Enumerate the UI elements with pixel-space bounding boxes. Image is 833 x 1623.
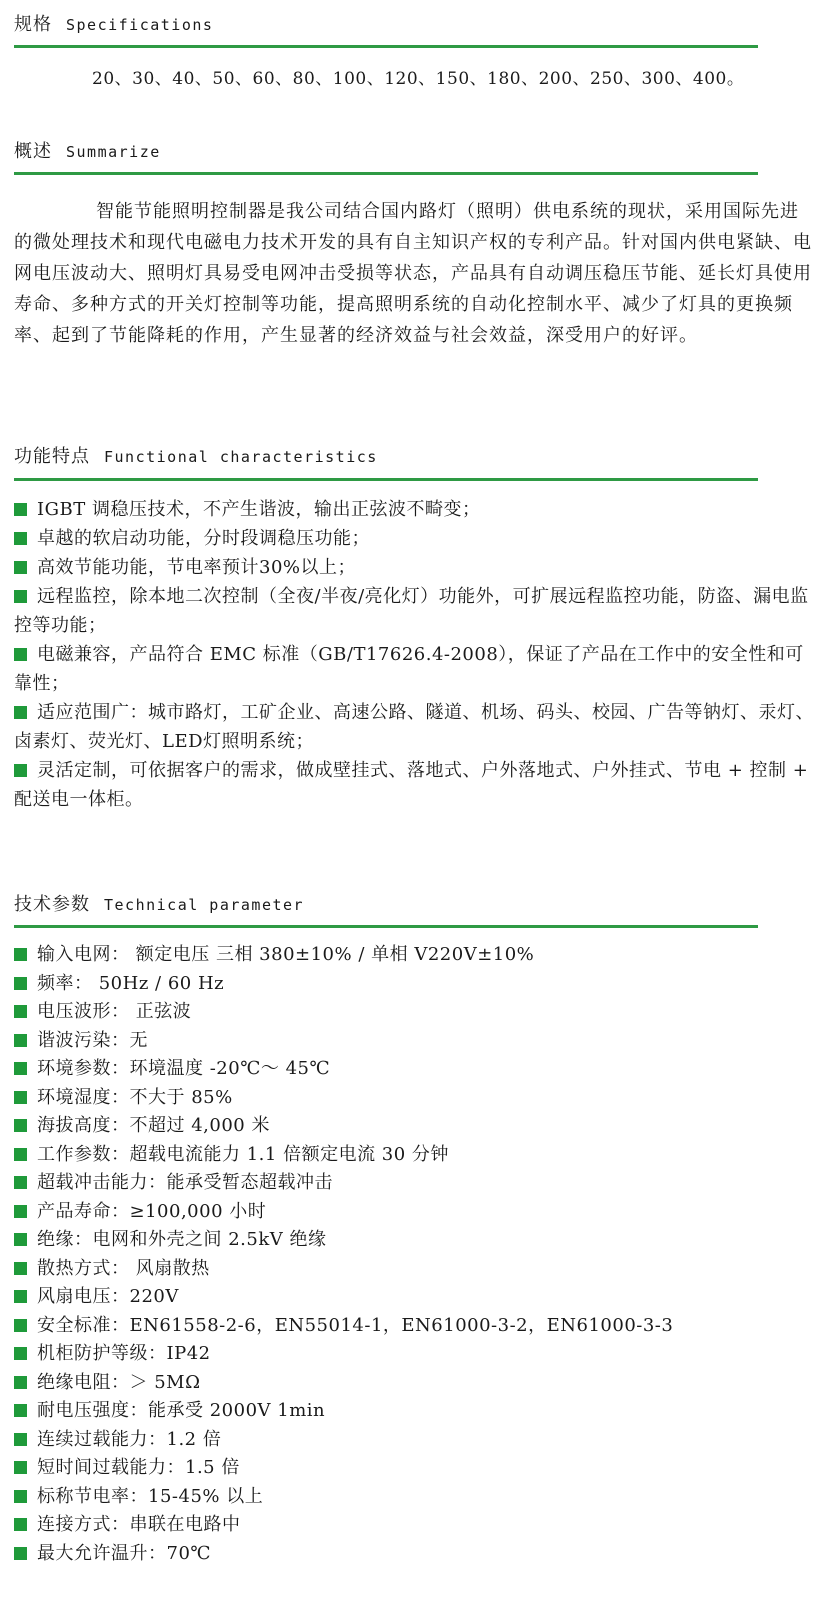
summary-text: 智能节能照明控制器是我公司结合国内路灯（照明）供电系统的现状，采用国际先进的微处理技术和现代电磁电力技术开发的具有自主知识产权的专利产品。针对国内供电紧缺、电网电压波动大、照明灯具易受电网冲击受损等状态，产品具有自动调压稳压节能、延长灯具使用寿命、多种方式的开关灯控制等功能，提高照明系统的自动化控制水平、减少了灯具的更换频率、起到了节能降耗的作用，产生显著的经济效益与社会效益，深受用户的好评。 — [14, 201, 812, 346]
summary-title-en: Summarize — [66, 143, 161, 161]
param-item: 环境参数：环境温度 -20℃～ 45℃ — [14, 1055, 814, 1084]
technical-list — [14, 941, 814, 1568]
square-bullet-icon — [14, 948, 27, 961]
square-bullet-icon — [14, 1034, 27, 1047]
specifications-title-cn: 规格 — [14, 14, 52, 35]
param-item: 安全标准：EN61558-2-6，EN55014-1，EN61000-3-2，EN61000-3-3 — [14, 1312, 814, 1341]
square-bullet-icon — [14, 1319, 27, 1332]
square-bullet-icon — [14, 1062, 27, 1075]
specifications-divider — [14, 45, 758, 48]
square-bullet-icon — [14, 1262, 27, 1275]
param-item: 环境湿度：不大于 85% — [14, 1084, 814, 1113]
param-item: 耐电压强度：能承受 2000V 1min — [14, 1397, 814, 1426]
specifications-title-en: Specifications — [66, 16, 214, 34]
square-bullet-icon — [14, 1433, 27, 1446]
param-item: 最大允许温升：70℃ — [14, 1540, 814, 1569]
param-item: 连接方式：串联在电路中 — [14, 1511, 814, 1540]
param-item: 谐波污染：无 — [14, 1027, 814, 1056]
square-bullet-icon — [14, 1518, 27, 1531]
square-bullet-icon — [14, 648, 27, 661]
square-bullet-icon — [14, 1490, 27, 1503]
square-bullet-icon — [14, 503, 27, 516]
param-item: 频率： 50Hz / 60 Hz — [14, 970, 814, 999]
square-bullet-icon — [14, 764, 27, 777]
square-bullet-icon — [14, 532, 27, 545]
feature-item: 远程监控，除本地二次控制（全夜/半夜/亮化灯）功能外，可扩展远程监控功能，防盗、漏电监控等功能； — [14, 586, 809, 636]
square-bullet-icon — [14, 1205, 27, 1218]
summary-divider — [14, 172, 758, 175]
features-title-cn: 功能特点 — [14, 446, 90, 467]
square-bullet-icon — [14, 1290, 27, 1303]
technical-title-en: Technical parameter — [104, 896, 305, 914]
summary-heading — [14, 137, 161, 163]
param-item: 工作参数：超载电流能力 1.1 倍额定电流 30 分钟 — [14, 1141, 814, 1170]
features-heading — [14, 442, 378, 468]
square-bullet-icon — [14, 1005, 27, 1018]
param-item: 机柜防护等级：IP42 — [14, 1340, 814, 1369]
features-list — [14, 495, 814, 814]
square-bullet-icon — [14, 1547, 27, 1560]
technical-heading — [14, 890, 304, 916]
feature-item: 高效节能功能，节电率预计30%以上； — [14, 553, 814, 582]
square-bullet-icon — [14, 1119, 27, 1132]
specifications-values: 20、30、40、50、60、80、100、120、150、180、200、250、300、400。 — [92, 69, 745, 89]
square-bullet-icon — [14, 1404, 27, 1417]
square-bullet-icon — [14, 977, 27, 990]
square-bullet-icon — [14, 1233, 27, 1246]
square-bullet-icon — [14, 1091, 27, 1104]
param-item: 绝缘：电网和外壳之间 2.5kV 绝缘 — [14, 1226, 814, 1255]
square-bullet-icon — [14, 1176, 27, 1189]
square-bullet-icon — [14, 590, 27, 603]
feature-item: 适应范围广：城市路灯，工矿企业、高速公路、隧道、机场、码头、校园、广告等钠灯、汞灯、卤素灯、荧光灯、LED灯照明系统； — [14, 702, 814, 752]
feature-item: IGBT 调稳压技术，不产生谐波，输出正弦波不畸变； — [14, 495, 814, 524]
features-title-en: Functional characteristics — [104, 448, 378, 466]
feature-item: 卓越的软启动功能，分时段调稳压功能； — [14, 524, 814, 553]
param-item: 产品寿命：≥100,000 小时 — [14, 1198, 814, 1227]
param-item: 散热方式： 风扇散热 — [14, 1255, 814, 1284]
square-bullet-icon — [14, 1376, 27, 1389]
param-item: 输入电网： 额定电压 三相 380±10% / 单相 V220V±10% — [14, 941, 814, 970]
param-item: 超载冲击能力：能承受暂态超载冲击 — [14, 1169, 814, 1198]
square-bullet-icon — [14, 1347, 27, 1360]
feature-item: 电磁兼容，产品符合 EMC 标准（GB/T17626.4-2008），保证了产品在工作中的安全性和可靠性； — [14, 644, 804, 694]
param-item: 海拔高度：不超过 4,000 米 — [14, 1112, 814, 1141]
summary-title-cn: 概述 — [14, 141, 52, 162]
feature-item: 灵活定制，可依据客户的需求，做成壁挂式、落地式、户外落地式、户外挂式、节电 + 控制 + 配送电一体柜。 — [14, 760, 809, 810]
technical-divider — [14, 925, 758, 928]
square-bullet-icon — [14, 1148, 27, 1161]
param-item: 绝缘电阻：＞ 5MΩ — [14, 1369, 814, 1398]
square-bullet-icon — [14, 706, 27, 719]
square-bullet-icon — [14, 561, 27, 574]
param-item: 标称节电率：15-45% 以上 — [14, 1483, 814, 1512]
param-item: 连续过载能力：1.2 倍 — [14, 1426, 814, 1455]
param-item: 短时间过载能力：1.5 倍 — [14, 1454, 814, 1483]
param-item: 电压波形： 正弦波 — [14, 998, 814, 1027]
square-bullet-icon — [14, 1461, 27, 1474]
features-divider — [14, 478, 758, 481]
param-item: 风扇电压：220V — [14, 1283, 814, 1312]
technical-title-cn: 技术参数 — [14, 894, 90, 915]
specifications-heading — [14, 10, 213, 36]
